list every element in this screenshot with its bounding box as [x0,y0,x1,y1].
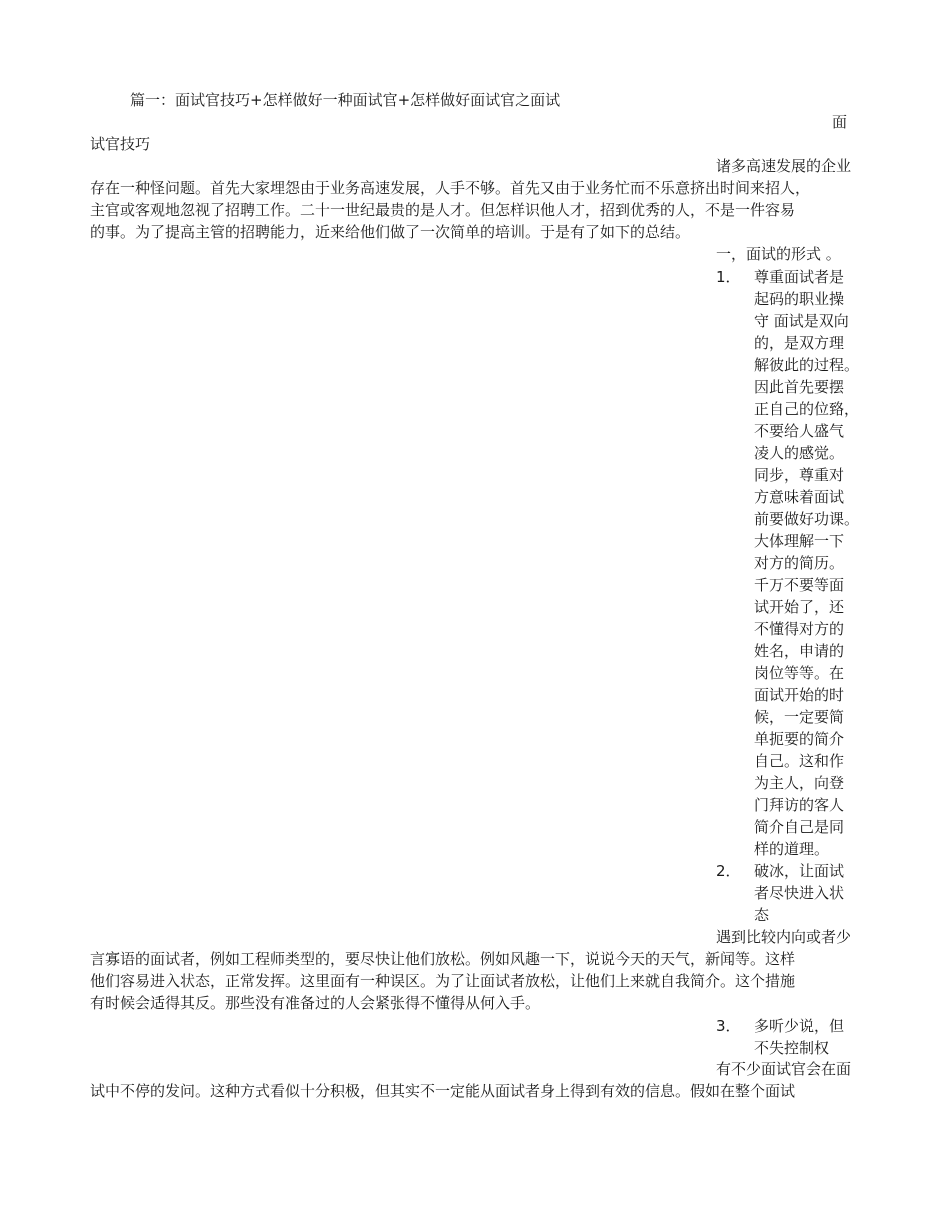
list-item-line: 态 [754,906,770,924]
list-item-line: 大体理解一下 [754,532,845,550]
document-title: 篇一：面试官技巧+怎样做好一种面试官+怎样做好面试官之面试 [130,91,561,109]
paragraph-line: 他们容易进入状态，正常发挥。这里面有一种误区。为了让面试者放松，让他们上来就自我简介。这个措施 [90,972,796,990]
intro-paragraph-line: 的事。为了提高主管的招聘能力，近来给他们做了一次简单的培训。于是有了如下的总结。 [90,223,691,241]
list-item-line: 简介自己是同 [754,818,845,836]
list-item-line: 为主人，向登 [754,774,845,792]
list-item-line: 的，是双方理 [754,334,845,352]
list-item-line: 样的道理。 [754,840,830,858]
section-heading: 一，面试的形式 。 [716,245,841,263]
list-item-line: 方意味着面试 [754,488,845,506]
list-item-line: 尊重面试者是 [754,268,845,286]
list-item-text [754,860,866,926]
list-item-text [754,266,866,860]
list-item-line: 正自己的位臵， [754,400,860,418]
document-title-continued: 面 [832,113,848,131]
list-item-line: 千万不要等面 [754,576,845,594]
list-item-line: 姓名，申请的 [754,642,845,660]
list-item-line: 因此首先要摆 [754,378,845,396]
list-item-line: 不懂得对方的 [754,620,845,638]
list-item-text [754,1015,866,1059]
list-item-number: 1． [716,268,741,286]
paragraph-line: 试中不停的发问。这种方式看似十分积极，但其实不一定能从面试者身上得到有效的信息。假如在整个面试 [90,1082,796,1100]
list-item-line: 对方的简历。 [754,554,845,572]
list-item-line: 试开始了，还 [754,598,845,616]
list-item-number: 3． [716,1017,741,1035]
paragraph-line: 有时候会适得其反。那些没有准备过的人会紧张得不懂得从何入手。 [90,994,541,1012]
list-item-line: 同步，尊重对 [754,466,845,484]
list-item-line: 多听少说，但 [754,1017,845,1035]
list-item-number: 2． [716,862,741,880]
list-item-line: 前要做好功课。 [754,510,860,528]
list-item-line: 凌人的感觉。 [754,444,845,462]
list-item-line: 单扼要的简介 [754,730,845,748]
list-item-line: 岗位等等。在 [754,664,845,682]
intro-paragraph-line: 主官或客观地忽视了招聘工作。二十一世纪最贵的是人才。但怎样识他人才，招到优秀的人，不是一件容易 [90,201,796,219]
list-item-line: 不失控制权 [754,1039,830,1057]
paragraph-start: 遇到比较内向或者少 [716,928,852,946]
list-item-line: 者尽快进入状 [754,884,845,902]
intro-paragraph-line: 存在一种怪问题。首先大家埋怨由于业务高速发展，人手不够。首先又由于业务忙而不乐意挤出时间来招人， [90,179,811,197]
intro-paragraph-start: 诸多高速发展的企业 [716,157,852,175]
list-item-line: 起码的职业操 [754,290,845,308]
paragraph-start: 有不少面试官会在面 [716,1060,852,1078]
list-item-line: 破冰，让面试 [754,862,845,880]
list-item-line: 自己。这和作 [754,752,845,770]
document-title-continued: 试官技巧 [90,135,151,153]
list-item-line: 守 面试是双向 [754,312,849,330]
list-item-line: 不要给人盛气 [754,422,845,440]
paragraph-line: 言寡语的面试者，例如工程师类型的，要尽快让他们放松。例如风趣一下，说说今天的天气，新闻等。这样 [90,950,796,968]
list-item-line: 门拜访的客人 [754,796,845,814]
list-item-line: 候，一定要简 [754,708,845,726]
list-item-line: 解彼此的过程。 [754,356,860,374]
list-item-line: 面试开始的时 [754,686,845,704]
